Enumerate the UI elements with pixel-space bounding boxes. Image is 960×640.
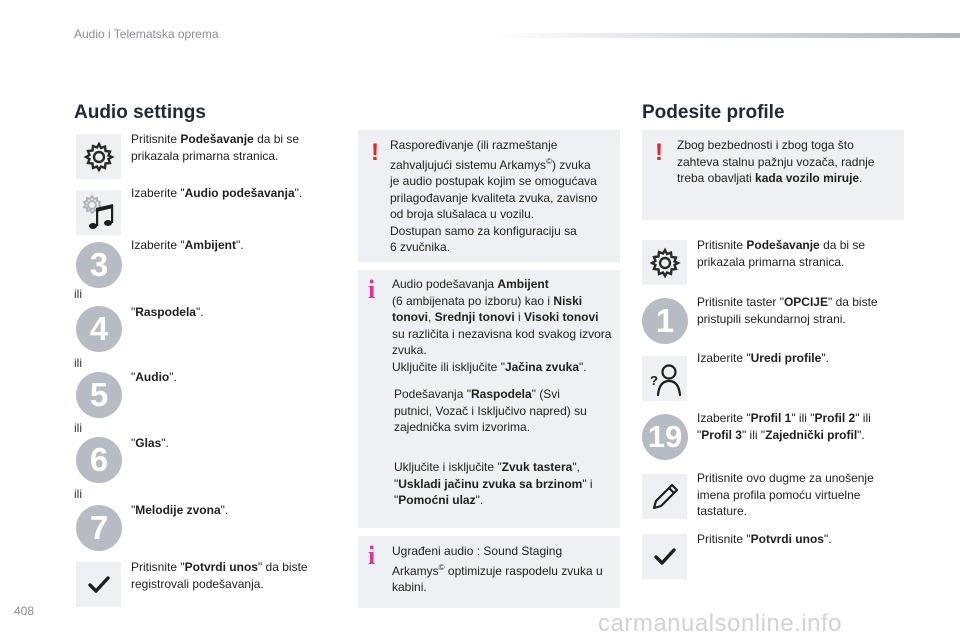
gear-music-icon [79,193,119,233]
exclamation-icon: ! [371,139,379,166]
step-number-7: 7 [76,505,122,551]
right-step-6-text: Pritisnite "Potvrdi unos". [697,532,832,546]
right-step-4-text: Izaberite "Profil 1" ili "Profil 2" ili "Profil 3" ili "Zajednički profil". [697,411,871,442]
edit-profiles-button [642,356,687,401]
confirm-button [642,534,687,579]
exclamation-icon: ! [655,139,663,166]
warning-note-arkamys [358,130,620,262]
settings-button [76,134,121,179]
info-note-para-2: Podešavanja "Raspodela" (Svi putnici, Vozač i Isključivo napred) su zajednička svim izvorima. [394,387,587,434]
left-step-3-text: Izaberite "Ambijent". [131,238,244,252]
left-step-1-text: Pritisnite Podešavanje da bi se prikazala primarna stranica. [131,132,300,163]
step-number-5: 5 [76,372,122,418]
info-note-ambience [358,270,620,528]
info-icon: i [368,275,376,304]
pencil-icon [648,480,682,514]
right-step-3-text: Izaberite "Uredi profile". [697,351,829,365]
watermark: carmanualsonline.info [598,610,842,637]
warning-safety-text: Zbog bezbednosti i zbog toga što zahteva stalnu pažnju vozača, radnje treba obavljati kada vozilo miruje. [677,138,875,185]
or-label: ili [74,421,82,435]
profile-question-icon [645,359,685,399]
info-note-staging-text: Ugrađeni audio : Sound Staging Arkamys© optimizuje raspodelu zvuka u kabini. [392,544,603,594]
gear-icon [648,246,682,280]
info-icon: i [368,541,376,570]
step-number-4: 4 [76,306,122,352]
gear-icon [82,140,116,174]
checkmark-icon [652,544,678,570]
info-note-para-3: Uključite i isključite "Zvuk tastera", "Uskladi jačinu zvuka sa brzinom" i "Pomoćni ulaz". [394,460,593,507]
info-note-para-1: Audio podešavanja Ambijent (6 ambijenata po izboru) kao i Niski tonovi, Srednji tonovi i Visoki tonovi su različita i nezavisna kod svakog izvora zvuka. Uključite ili isključite "Jačina zvuka". [392,277,612,374]
confirm-button [76,562,121,607]
left-step-6-text: "Glas". [131,436,169,450]
left-step-8-text: Pritisnite "Potvrdi unos" da biste registrovali podešavanja. [131,560,308,591]
edit-name-button [642,474,687,519]
info-note-sound-staging [358,536,620,608]
right-step-1-text: Pritisnite Podešavanje da bi se prikazala primarna stranica. [697,238,866,269]
left-step-2-text: Izaberite "Audio podešavanja". [131,186,303,200]
warning-note-text: Raspoređivanje (ili razmeštanje zahvaljujući sistemu Arkamys©) zvuka je audio postupak kojim se omogućava prilagođavanje kvaliteta zvuka, zavisno od broja slušalaca u vozilu. Dostupan samo za konfiguraciju sa 6 zvučnika. [390,138,598,254]
audio-settings-button [76,190,121,235]
step-number-6: 6 [76,437,122,483]
or-label: ili [74,287,82,301]
step-number-1: 1 [642,298,688,344]
checkmark-icon [86,572,112,598]
right-step-2-text: Pritisnite taster "OPCIJE" da biste pristupili sekundarnoj strani. [697,295,878,326]
step-number-3: 3 [76,242,122,288]
header-bar [490,33,960,38]
left-step-4-text: "Raspodela". [131,305,204,319]
left-step-7-text: "Melodije zvona". [131,503,229,517]
right-step-5-text: Pritisnite ovo dugme za unošenje imena profila pomoću virtuelne tastature. [697,471,874,518]
or-label: ili [74,356,82,370]
audio-settings-title: Audio settings [74,102,206,123]
left-step-5-text: "Audio". [131,370,177,384]
settings-button [642,240,687,285]
step-number-19: 19 [642,414,688,460]
or-label: ili [74,487,82,501]
warning-note-safety [642,130,904,220]
page-number: 408 [14,604,35,618]
svg-text:?: ? [649,372,658,388]
header-title: Audio i Telematska oprema [74,27,219,41]
profiles-title: Podesite profile [642,102,785,123]
